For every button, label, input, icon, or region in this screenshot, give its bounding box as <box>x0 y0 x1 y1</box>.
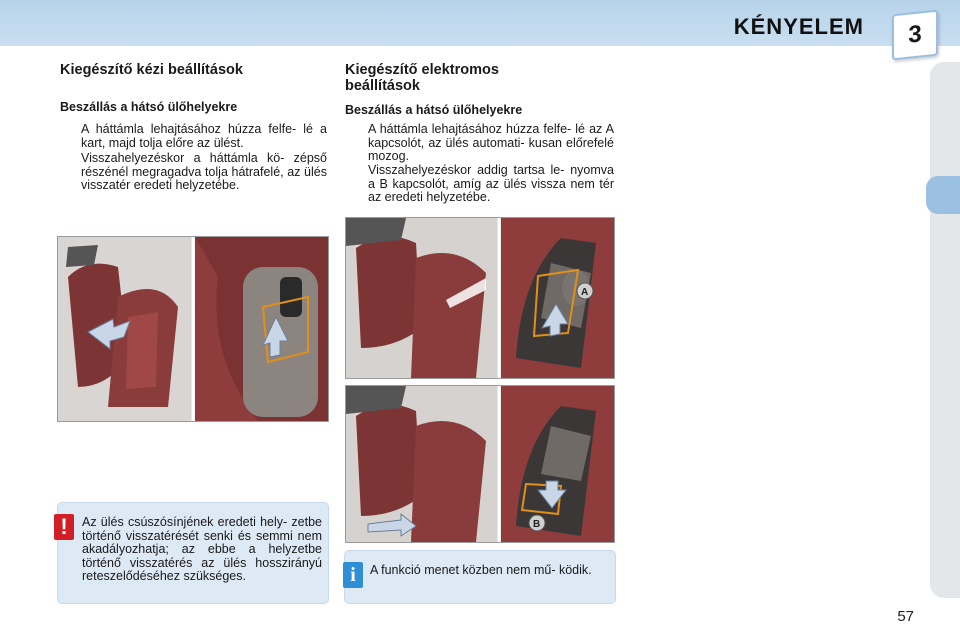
left-subheading: Beszállás a hátsó ülőhelyekre <box>60 100 238 114</box>
right-section-title-line2: beállítások <box>345 78 420 94</box>
info-note-text: A funkció menet közben nem mű- ködik. <box>370 563 592 577</box>
info-icon: i <box>343 562 363 588</box>
right-section-title-line1: Kiegészítő elektromos <box>345 62 499 78</box>
right-instruction-2: Visszahelyezéskor addig tartsa le- nyomva a B kapcsolót, amíg az ülés vissza nem tér az eredeti helyzetébe. <box>368 163 614 204</box>
switch-b-label: B <box>533 519 541 530</box>
right-instruction-1: A háttámla lehajtásához húzza felfe- lé az A kapcsolót, az ülés automati- kusan előrefelé mozog. <box>368 122 614 163</box>
right-subheading: Beszállás a hátsó ülőhelyekre <box>345 103 523 117</box>
warning-note-text: Az ülés csúszósínjének eredeti hely- zetbe történő visszatérését senki és semmi nem akadályozhatja; az ebbe a helyzetbe történő visszatérés az ülés hosszirányú reteszelődéséhez szükséges. <box>82 515 322 583</box>
warning-icon: ! <box>54 514 74 540</box>
left-section-title: Kiegészítő kézi beállítások <box>60 62 243 78</box>
chapter-title: KÉNYELEM <box>733 14 864 39</box>
electric-seat-illustration-b <box>345 385 615 543</box>
left-instruction-1: A háttámla lehajtásához húzza felfe- lé a kart, majd tolja előre az ülést. <box>81 122 327 150</box>
page-number: 57 <box>897 608 914 625</box>
manual-seat-illustration <box>57 236 329 422</box>
side-tab-strip <box>930 62 960 598</box>
switch-a-label: A <box>581 287 589 298</box>
electric-seat-illustration-a <box>345 217 615 379</box>
side-tab-active[interactable] <box>926 176 960 214</box>
chapter-number-badge: 3 <box>892 10 938 61</box>
left-instruction-2: Visszahelyezéskor a háttámla kö- zépső részénél megragadva tolja hátrafelé, az ülés visszatér eredeti helyzetébe. <box>81 151 327 192</box>
